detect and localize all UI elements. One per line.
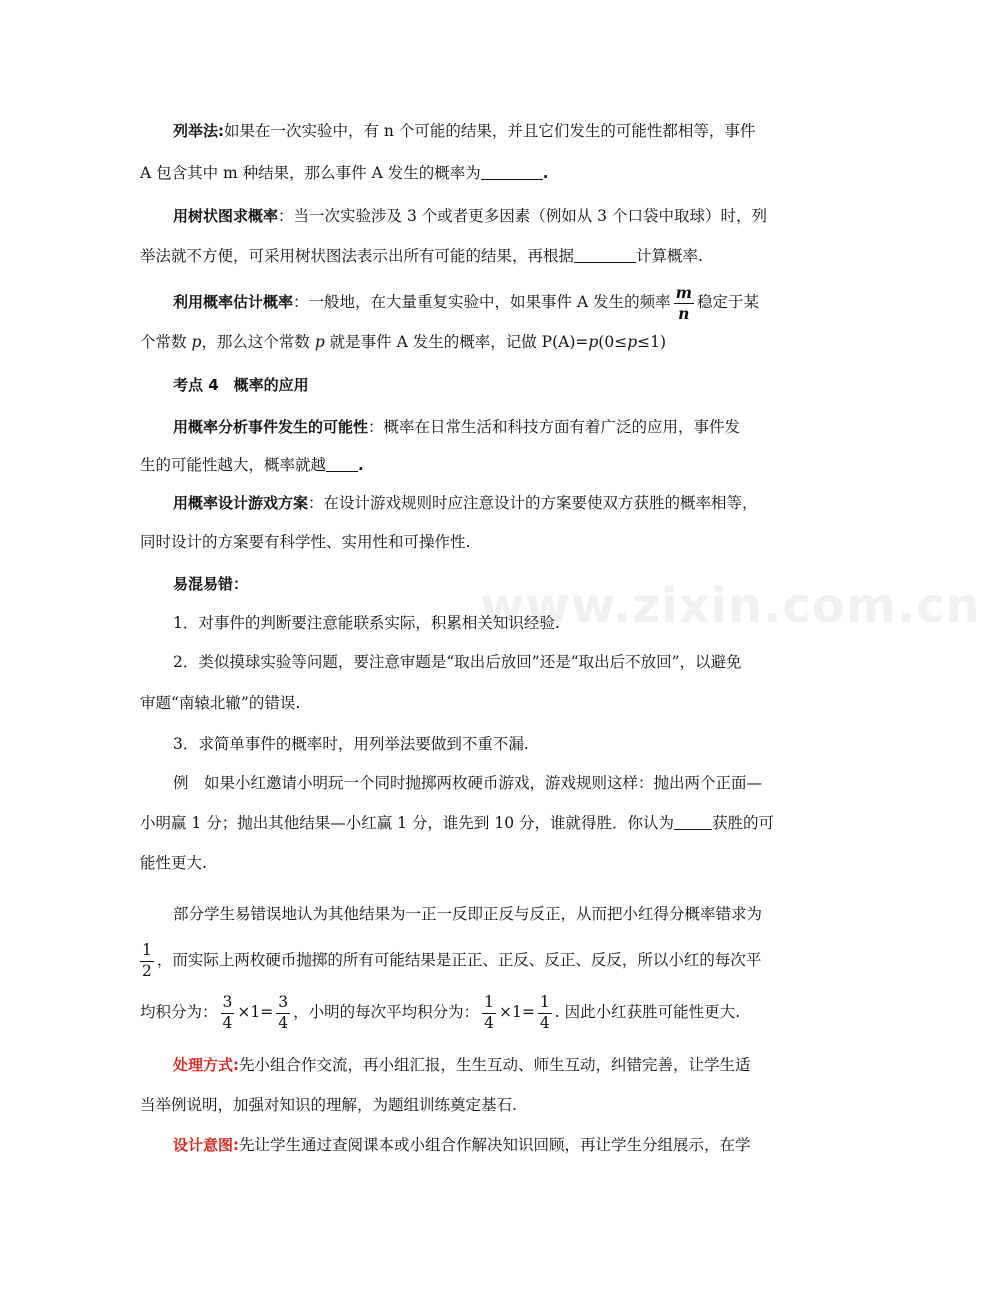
explain-line-3: 均积分为： $\frac{3}{4}$ ×1= $\frac{3}{4}$ ，小明的每次平均积分为： $\frac{1}{4}$ ×1= $\frac{1}{4}$ . 因此小红获胜可能性更大.: [140, 993, 741, 1032]
explain-line-2: $\frac{1}{2}$ ，而实际上两枚硬币抛掷的所有可能结果是正正、正反、反正、反反，所以小红的每次平: [142, 941, 762, 980]
game-line-1: 用概率设计游戏方案：在设计游戏规则时应注意设计的方案要使双方获胜的概率相等，: [173, 494, 758, 512]
example-line-1: 例 如果小红邀请小明玩一个同时抛掷两枚硬币游戏，游戏规则这样：抛出两个正面—: [173, 774, 763, 792]
handling-line-2: 当举例说明，加强对知识的理解，为题组训练奠定基石.: [140, 1096, 517, 1114]
fraction-one-half: $\frac{1}{2}$: [142, 941, 152, 980]
watermark: www.zixin.com.cn: [480, 578, 981, 634]
fraction-m-over-n: $\frac{m}{n}$: [675, 283, 692, 323]
analysis-line-2: 生的可能性越大，概率就越 .: [140, 456, 364, 474]
tree-line-1: 用树状图求概率：当一次实验涉及 3 个或者更多因素（例如从 3 个口袋中取球）时，列: [173, 207, 767, 225]
handling-line-1: 处理方式:先小组合作交流，再小组汇报，生生互动、师生互动，纠错完善，让学生适: [173, 1056, 751, 1074]
mistake-item-1: 1．对事件的判断要注意能联系实际，积累相关知识经验.: [173, 614, 560, 632]
answer-blank: [326, 455, 358, 472]
mistakes-title: 易混易错：: [173, 575, 249, 593]
enum-title: 列举法:: [173, 122, 224, 140]
example-line-2: 小明赢 1 分；抛出其他结果—小红赢 1 分，谁先到 10 分，谁就得胜．你认为 获胜的可: [140, 814, 775, 832]
fraction-3-4: $\frac{3}{4}$: [278, 993, 289, 1032]
mistake-item-3: 3．求简单事件的概率时，用列举法要做到不重不漏.: [173, 735, 529, 753]
game-line-2: 同时设计的方案要有科学性、实用性和可操作性.: [140, 533, 471, 551]
tree-title: 用树状图求概率: [173, 207, 279, 225]
example-line-3: 能性更大.: [140, 854, 207, 872]
explain-line-1: 部分学生易错误地认为其他结果为一正一反即正反与反正，从而把小红得分概率错求为: [173, 905, 763, 923]
handling-title: 处理方式:: [173, 1056, 239, 1074]
analysis-line-1: 用概率分析事件发生的可能性：概率在日常生活和科技方面有着广泛的应用，事件发: [173, 418, 741, 436]
freq-line-2: 个常数 p，那么这个常数 p 就是事件 A 发生的概率，记做 P(A)=p(0≤p≤1): [140, 333, 667, 351]
answer-blank: [674, 813, 712, 830]
answer-blank: [574, 246, 636, 263]
design-title: 设计意图:: [173, 1136, 239, 1154]
fraction-1-4: $\frac{1}{4}$: [484, 993, 494, 1032]
freq-title: 利用概率估计概率: [173, 293, 294, 311]
answer-blank: [481, 163, 543, 180]
section-4-title: 考点 4 概率的应用: [173, 376, 309, 394]
mistake-item-2: 2．类似摸球实验等问题，要注意审题是“取出后放回”还是“取出后不放回”，以避免: [173, 653, 742, 671]
enum-line-2: A 包含其中 m 种结果，那么事件 A 发生的概率为 .: [140, 164, 549, 182]
tree-line-2: 举法就不方便，可采用树状图法表示出所有可能的结果，再根据 计算概率.: [140, 247, 703, 265]
fraction-1-4: $\frac{1}{4}$: [539, 993, 550, 1032]
fraction-3-4: $\frac{3}{4}$: [222, 993, 233, 1032]
app-analysis-title: 用概率分析事件发生的可能性: [173, 418, 369, 436]
mistake-item-2-cont: 审题“南辕北辙”的错误.: [140, 694, 301, 712]
design-line-1: 设计意图:先让学生通过查阅课本或小组合作解决知识回顾，再让学生分组展示，在学: [173, 1136, 751, 1154]
enum-line-1: 列举法:如果在一次实验中，有 n 个可能的结果，并且它们发生的可能性都相等，事件: [173, 122, 756, 140]
app-game-title: 用概率设计游戏方案: [173, 494, 309, 512]
freq-line-1: 利用概率估计概率：一般地，在大量重复实验中，如果事件 A 发生的频率 $\frac{m}{n}$ 稳定于某: [173, 283, 759, 323]
